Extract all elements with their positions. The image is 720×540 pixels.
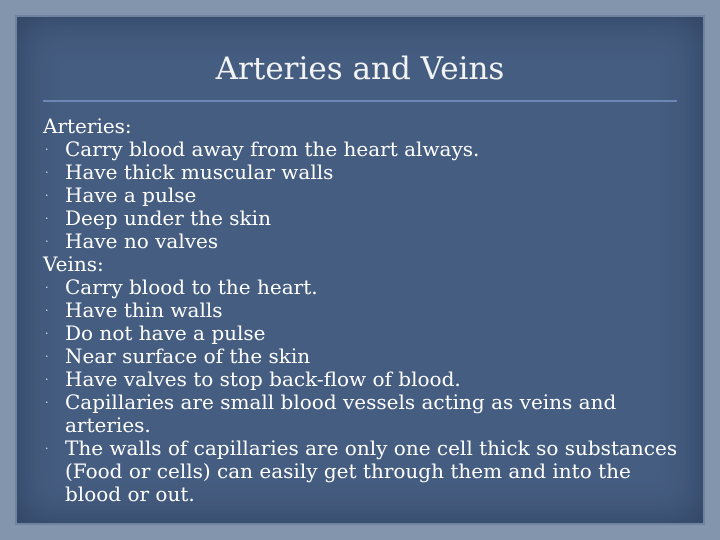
list-item <box>43 322 683 345</box>
bullet-icon: · <box>45 396 49 409</box>
list-item <box>43 437 683 506</box>
list-item <box>43 184 683 207</box>
list-item-text: The walls of capillaries are only one cell thick so substances (Food or cells) can easily get through them and into the blood or out. <box>65 436 678 506</box>
list-item-text: Deep under the skin <box>65 206 271 230</box>
slide-body <box>43 115 683 506</box>
bullet-icon: · <box>45 235 49 248</box>
veins-list <box>43 276 683 506</box>
bullet-icon: · <box>45 212 49 225</box>
bullet-icon: · <box>45 143 49 156</box>
section-heading-veins: Veins: <box>43 252 104 276</box>
bullet-icon: · <box>45 189 49 202</box>
list-item <box>43 138 683 161</box>
list-item-text: Have thick muscular walls <box>65 160 334 184</box>
list-item <box>43 161 683 184</box>
list-item <box>43 230 683 253</box>
list-item <box>43 345 683 368</box>
bullet-icon: · <box>45 350 49 363</box>
list-item <box>43 368 683 391</box>
list-item-text: Have thin walls <box>65 298 223 322</box>
bullet-icon: · <box>45 281 49 294</box>
list-item <box>43 391 683 437</box>
list-item-text: Capillaries are small blood vessels acting as veins and arteries. <box>65 390 617 437</box>
list-item <box>43 299 683 322</box>
bullet-icon: · <box>45 304 49 317</box>
list-item-text: Have no valves <box>65 229 219 253</box>
list-item <box>43 276 683 299</box>
bullet-icon: · <box>45 166 49 179</box>
slide-title: Arteries and Veins <box>215 51 505 87</box>
title-divider <box>43 100 677 102</box>
bullet-icon: · <box>45 442 49 455</box>
list-item-text: Have a pulse <box>65 183 197 207</box>
list-item-text: Do not have a pulse <box>65 321 266 345</box>
bullet-icon: · <box>45 327 49 340</box>
arteries-list <box>43 138 683 253</box>
list-item-text: Carry blood to the heart. <box>65 275 318 299</box>
bullet-icon: · <box>45 373 49 386</box>
section-heading-arteries: Arteries: <box>43 114 132 138</box>
list-item-text: Near surface of the skin <box>65 344 311 368</box>
list-item <box>43 207 683 230</box>
list-item-text: Have valves to stop back-flow of blood. <box>65 367 461 391</box>
list-item-text: Carry blood away from the heart always. <box>65 137 480 161</box>
